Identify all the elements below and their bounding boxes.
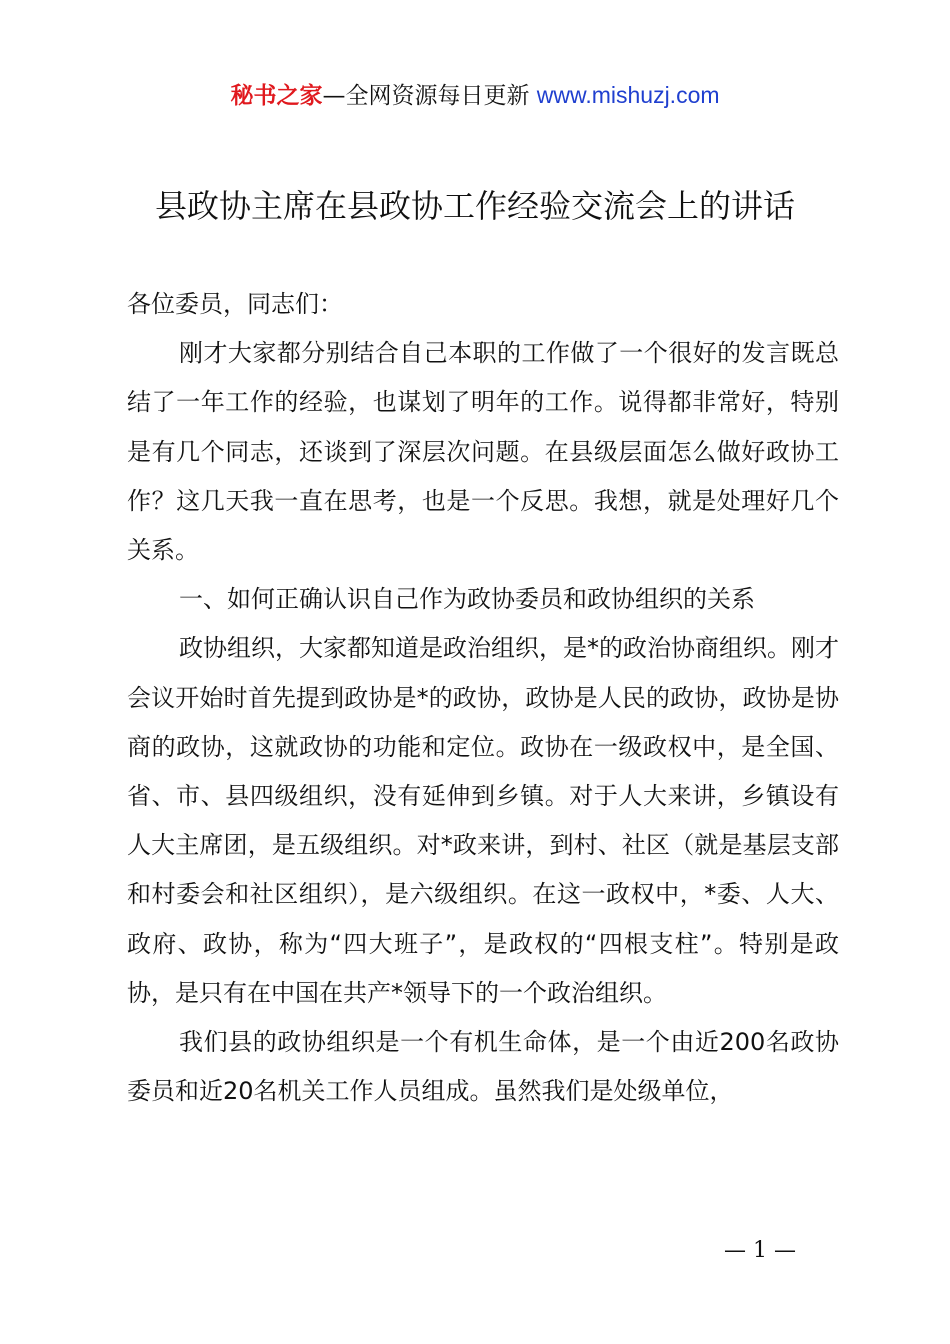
salutation: 各位委员，同志们： (127, 290, 343, 318)
site-banner (0, 78, 950, 113)
paragraph-opening: 刚才大家都分别结合自己本职的工作做了一个很好的发言既总结了一年工作的经验，也谋划了明年的工作。说得都非常好，特别是有几个同志，还谈到了深层次问题。在县级层面怎么做好政协工作？这几天我一直在思考，也是一个反思。我想，就是处理好几个关系。 (127, 339, 839, 565)
paragraph-cppcc-organization: 政协组织，大家都知道是政治组织，是*的政治协商组织。刚才会议开始时首先提到政协是*的政协，政协是人民的政协，政协是协商的政协，这就政协的功能和定位。政协在一级政权中，是全国、省、市、县四级组织，没有延伸到乡镇。对于人大来讲，乡镇设有人大主席团，是五级组织。对*政来讲，到村、社区（就是基层支部和村委会和社区组织），是六级组织。在这一政权中，*委、人大、政府、政协，称为“四大班子”，是政权的“四根支柱”。特别是政协，是只有在中国在共产*领导下的一个政治组织。 (127, 634, 839, 1007)
section-heading-1: 一、如何正确认识自己作为政协委员和政协组织的关系 (179, 585, 755, 614)
document-body (127, 280, 839, 1116)
site-url[interactable]: www.mishuzj.com (536, 82, 720, 108)
document-title: 县政协主席在县政协工作经验交流会上的讲话 (154, 187, 795, 225)
page-number: — 1 — (724, 1238, 796, 1263)
site-brand: 秘书之家 (230, 83, 323, 109)
paragraph-county-cppcc: 我们县的政协组织是一个有机生命体，是一个由近200名政协委员和近20名机关工作人员组成。虽然我们是处级单位， (127, 1028, 839, 1106)
site-slogan: —全网资源每日更新 (322, 83, 530, 109)
